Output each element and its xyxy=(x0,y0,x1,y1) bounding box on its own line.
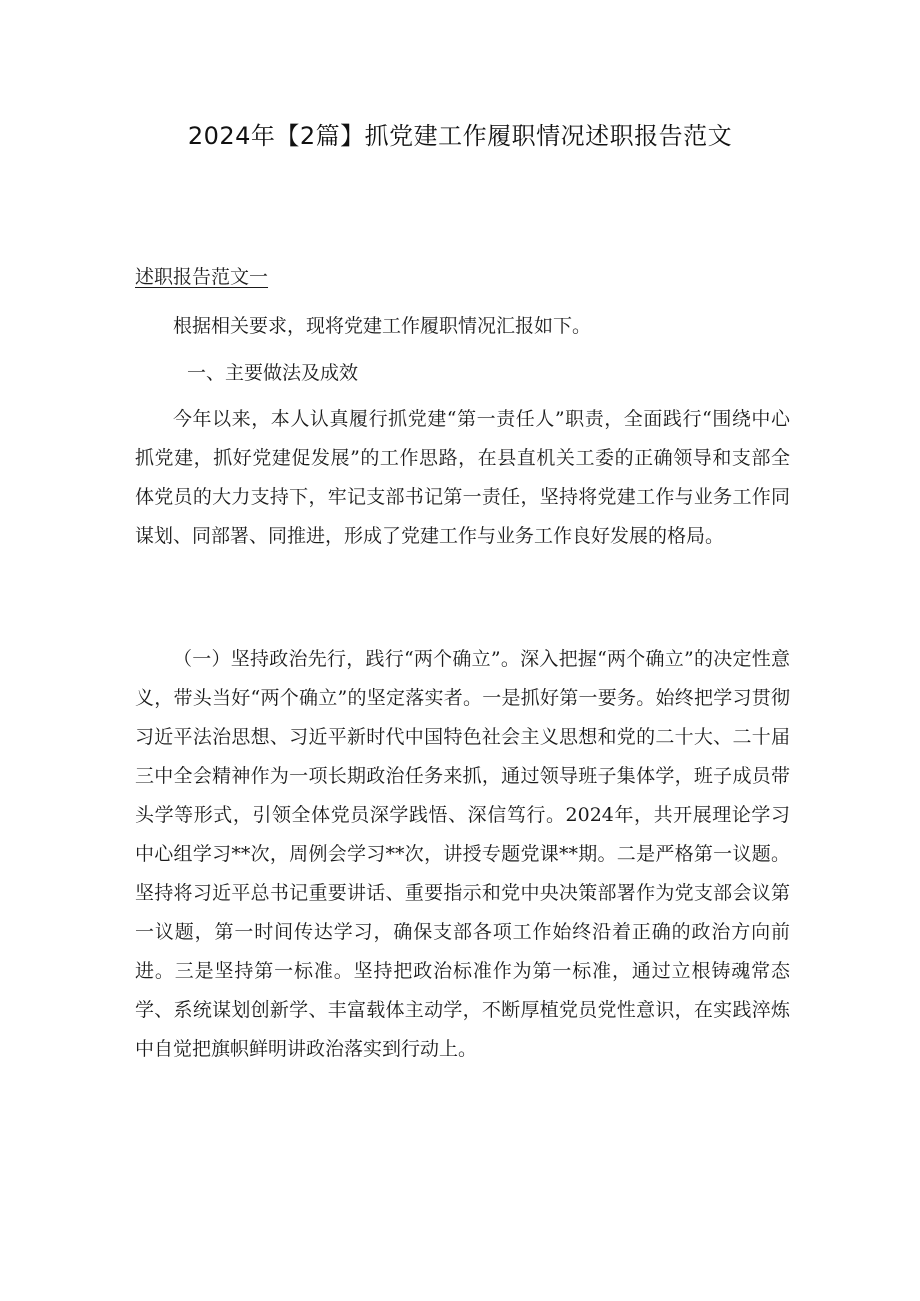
body-paragraph-2: （一）坚持政治先行，践行“两个确立”。深入把握“两个确立”的决定性意义，带头当好“两个确立”的坚定落实者。一是抓好第一要务。始终把学习贯彻习近平法治思想、习近平新时代中国特色社会主义思想和党的二十大、二十届三中全会精神作为一项长期政治任务来抓，通过领导班子集体学，班子成员带头学等形式，引领全体党员深学践悟、深信笃行。2024年，共开展理论学习中心组学习**次，周例会学习**次，讲授专题党课**期。二是严格第一议题。坚持将习近平总书记重要讲话、重要指示和党中央决策部署作为党支部会议第一议题，第一时间传达学习，确保支部各项工作始终沿着正确的政治方向前进。三是坚持第一标准。坚持把政治标准作为第一标准，通过立根铸魂常态学、系统谋划创新学、丰富载体主动学，不断厚植党员党性意识，在实践淬炼中自觉把旗帜鲜明讲政治落实到行动上。 xyxy=(135,648,790,1060)
body-paragraph-1: 今年以来，本人认真履行抓党建“第一责任人”职责，全面践行“围绕中心抓党建，抓好党建促发展”的工作思路，在县直机关工委的正确领导和支部全体党员的大力支持下，牢记支部书记第一责任，坚持将党建工作与业务工作同谋划、同部署、同推进，形成了党建工作与业务工作良好发展的格局。 xyxy=(135,408,790,547)
intro-paragraph: 根据相关要求，现将党建工作履职情况汇报如下。 xyxy=(173,315,592,337)
subheading: 一、主要做法及成效 xyxy=(187,362,359,384)
document-title: 2024年【2篇】抓党建工作履职情况述职报告范文 xyxy=(187,122,733,150)
section-heading: 述职报告范文一 xyxy=(135,266,269,288)
